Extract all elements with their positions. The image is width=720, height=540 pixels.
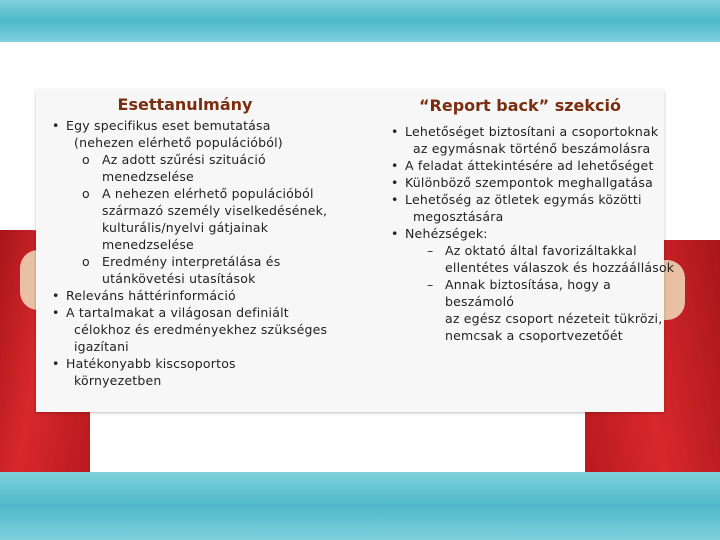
right-list-item-line: – Az oktató által favorizáltakkal <box>445 243 637 258</box>
right-list-item-line: az egymásnak történő beszámolásra <box>413 141 651 156</box>
left-list-item-line: (nehezen elérhető populációból) <box>74 135 283 150</box>
left-column <box>46 117 356 389</box>
left-bullet-list <box>46 117 356 389</box>
right-list-item <box>385 123 675 157</box>
left-list-item-line: utánkövetési utasítások <box>102 271 256 286</box>
left-list-item-line: igazítani <box>74 339 129 354</box>
right-column-title: “Report back” szekció <box>419 96 621 115</box>
right-list-item-line: • Különböző szempontok meghallgatása <box>405 175 653 190</box>
left-list-item <box>46 253 356 287</box>
right-list-item-line: ellentétes válaszok és hozzáállások <box>445 260 675 275</box>
right-list-item-line: • Nehézségek: <box>405 226 488 241</box>
right-list-item <box>385 174 675 191</box>
right-bullet-list <box>385 123 675 344</box>
left-list-item <box>46 287 356 304</box>
right-list-item <box>385 191 675 225</box>
left-list-item-line: • Hatékonyabb kiscsoportos <box>66 356 236 371</box>
left-list-item <box>46 117 356 151</box>
top-accent-band <box>0 0 720 42</box>
right-list-item-line: • A feladat áttekintésére ad lehetőséget <box>405 158 654 173</box>
bottom-accent-band <box>0 472 720 540</box>
left-list-item-line: származó személy viselkedésének, <box>102 203 328 218</box>
left-list-item-line: menedzselése <box>102 237 194 252</box>
right-list-item-line: megosztására <box>413 209 504 224</box>
left-list-item <box>46 304 356 355</box>
right-list-item <box>385 276 675 344</box>
right-column <box>385 123 675 344</box>
left-list-item-line: o Eredmény interpretálása és <box>102 254 281 269</box>
right-list-item-line: nemcsak a csoportvezetőét <box>445 328 623 343</box>
right-list-item-line: • Lehetőség az ötletek egymás közötti <box>405 192 642 207</box>
left-list-item-line: • Releváns háttérinformáció <box>66 288 236 303</box>
right-list-item-line: – Annak biztosítása, hogy a beszámoló <box>445 277 611 309</box>
left-list-item-line: o Az adott szűrési szituáció <box>102 152 266 167</box>
left-list-item <box>46 185 356 253</box>
left-list-item <box>46 355 356 389</box>
left-list-item-line: kulturális/nyelvi gátjainak <box>102 220 269 235</box>
right-list-item-line: • Lehetőséget biztosítani a csoportoknak <box>405 124 659 139</box>
right-list-item <box>385 157 675 174</box>
right-list-item-line: az egész csoport nézeteit tükrözi, <box>445 311 663 326</box>
left-list-item-line: • A tartalmakat a világosan definiált <box>66 305 289 320</box>
left-column-title: Esettanulmány <box>117 95 253 114</box>
left-list-item-line: környezetben <box>74 373 162 388</box>
left-list-item-line: • Egy specifikus eset bemutatása <box>66 118 271 133</box>
right-list-item <box>385 242 675 276</box>
left-list-item-line: célokhoz és eredményekhez szükséges <box>74 322 328 337</box>
left-list-item-line: menedzselése <box>102 169 194 184</box>
left-list-item-line: o A nehezen elérhető populációból <box>102 186 314 201</box>
right-list-item <box>385 225 675 242</box>
left-list-item <box>46 151 356 185</box>
